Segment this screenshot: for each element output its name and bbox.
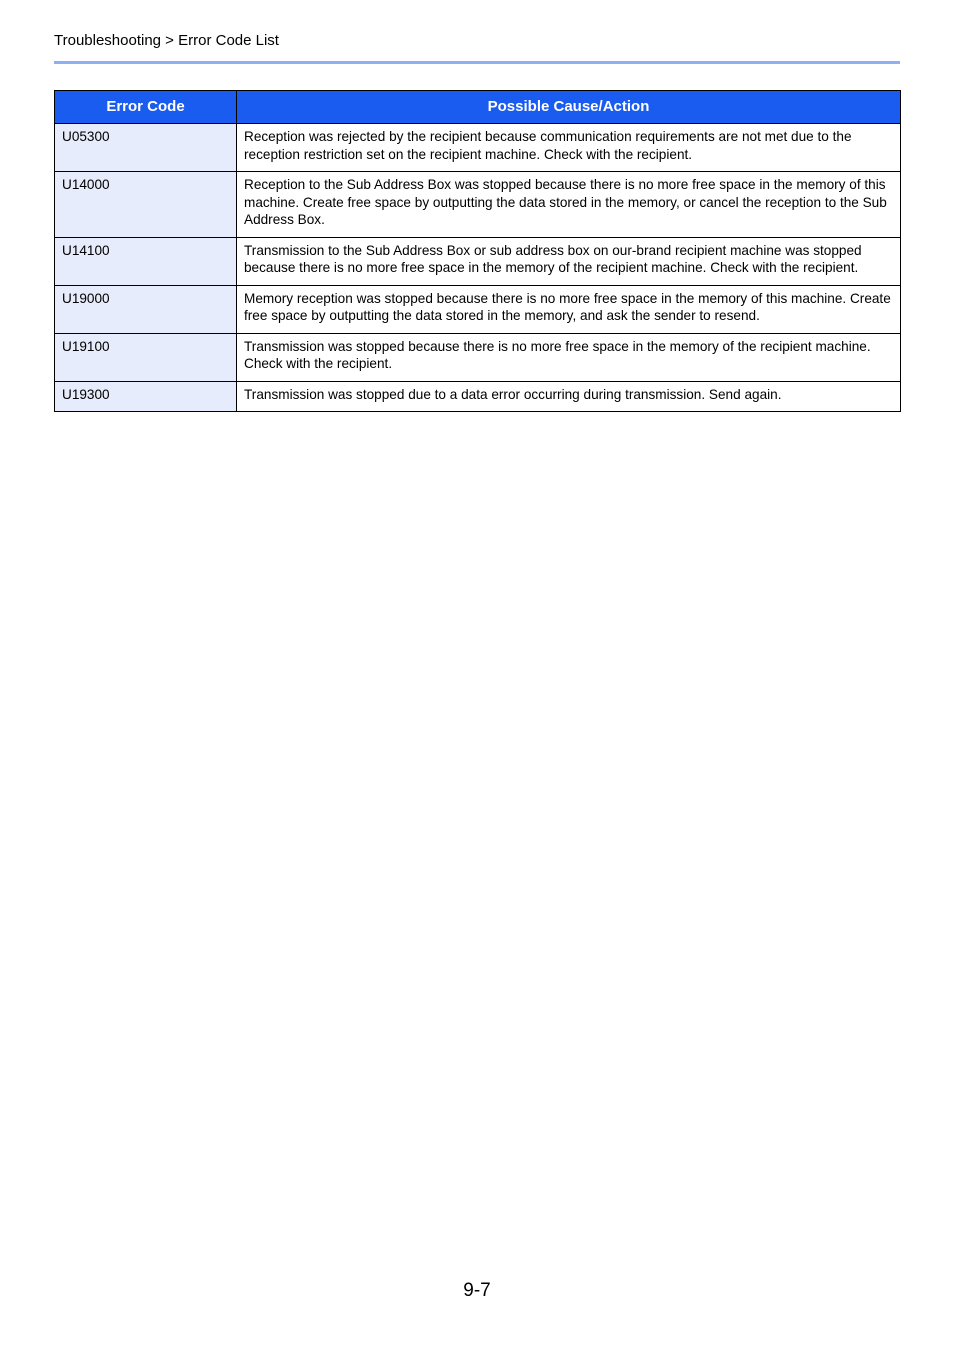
column-header-possible-cause: Possible Cause/Action [237, 91, 901, 124]
error-code-cell: U19100 [55, 333, 237, 381]
cause-cell: Transmission to the Sub Address Box or sub address box on our-brand recipient machine was stopped because there is no more free space in the memory of the recipient machine. Check with the recipient. [237, 237, 901, 285]
breadcrumb: Troubleshooting > Error Code List [54, 32, 279, 49]
error-code-cell: U05300 [55, 124, 237, 172]
table-row [55, 333, 901, 381]
error-code-cell: U14000 [55, 172, 237, 238]
error-code-cell: U14100 [55, 237, 237, 285]
table-row [55, 285, 901, 333]
table-row [55, 124, 901, 172]
page-number: 9-7 [463, 1280, 491, 1301]
column-header-error-code: Error Code [55, 91, 237, 124]
table-row [55, 237, 901, 285]
cause-cell: Memory reception was stopped because there is no more free space in the memory of this machine. Create free space by outputting the data stored in the memory, and ask the sender to resend. [237, 285, 901, 333]
table-header-row [55, 91, 901, 124]
cause-cell: Transmission was stopped due to a data error occurring during transmission. Send again. [237, 381, 901, 412]
table-row [55, 172, 901, 238]
error-code-cell: U19000 [55, 285, 237, 333]
error-code-cell: U19300 [55, 381, 237, 412]
table-row [55, 381, 901, 412]
cause-cell: Reception was rejected by the recipient because communication requirements are not met due to the reception restriction set on the recipient machine. Check with the recipient. [237, 124, 901, 172]
header-rule [54, 61, 900, 64]
cause-cell: Reception to the Sub Address Box was stopped because there is no more free space in the memory of this machine. Create free space by outputting the data stored in the memory, or cancel the reception to the Sub Address Box. [237, 172, 901, 238]
error-code-table [54, 90, 901, 412]
cause-cell: Transmission was stopped because there is no more free space in the memory of the recipient machine. Check with the recipient. [237, 333, 901, 381]
